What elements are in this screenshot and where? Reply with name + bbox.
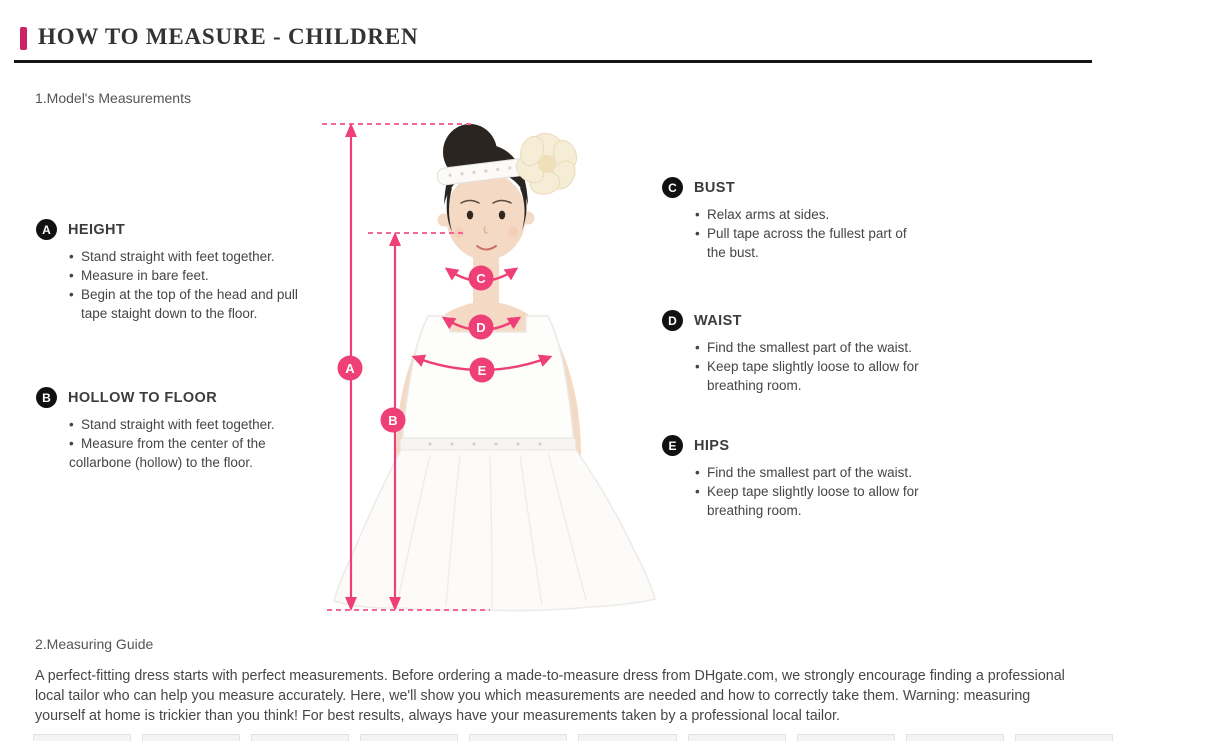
section-label-model-measurements: 1.Model's Measurements [35, 90, 191, 106]
legend-item-waist [662, 310, 919, 395]
size-table-cell [142, 734, 240, 741]
svg-text:B: B [388, 413, 398, 428]
size-table-cell [360, 734, 458, 741]
marker-badge-a [338, 356, 363, 381]
size-table-cell [1015, 734, 1113, 741]
size-table-cell [797, 734, 895, 741]
bullet-line: • Measure from the center of the [68, 434, 275, 453]
bullet-line-continuation: the bust. [707, 245, 759, 260]
legend-title-hips: HIPS [694, 437, 730, 454]
legend-item-bust [662, 177, 907, 262]
bullet-line: • Find the smallest part of the waist. [694, 338, 919, 357]
size-table-cell [578, 734, 676, 741]
bullet-line: • Begin at the top of the head and pull [68, 285, 298, 304]
svg-text:C: C [476, 271, 486, 286]
legend-item-hips [662, 435, 919, 520]
letter-badge-c: C [662, 177, 683, 198]
letter-badge-e: E [662, 435, 683, 456]
bullet-line: • Stand straight with feet together. [68, 415, 275, 434]
bullet-line-continuation: breathing room. [707, 503, 802, 518]
bullet-line-continuation: breathing room. [707, 378, 802, 393]
bullet-line: • Stand straight with feet together. [68, 247, 298, 266]
marker-badge-c [469, 266, 494, 291]
bullet-line: • Keep tape slightly loose to allow for [694, 482, 919, 501]
letter-badge-b: B [36, 387, 57, 408]
legend-title-height: HEIGHT [68, 221, 126, 238]
letter-badge-a: A [36, 219, 57, 240]
legend-title-waist: WAIST [694, 312, 742, 329]
marker-badge-b [381, 408, 406, 433]
svg-text:E: E [477, 363, 487, 378]
size-table-cell [469, 734, 567, 741]
bullet-line: • Relax arms at sides. [694, 205, 907, 224]
marker-badge-d [469, 315, 494, 340]
measuring-guide-paragraph: A perfect-fitting dress starts with perfect measurements. Before ordering a made-to-measure dress from DHgate.com, we strongly encourage finding a professional local tailor who can help you measure accurately. Here, we'll show you which measurements are needed and how to correctly take them. Warning: measuring yourself at home is trickier than you think! For best results, always have your measurements taken by a professional local tailor. [35, 668, 1065, 724]
bullet-line: • Find the smallest part of the waist. [694, 463, 919, 482]
title-accent-bar [20, 27, 27, 50]
legend-item-height [36, 219, 298, 323]
bullet-line-continuation: tape staight down to the floor. [81, 306, 258, 321]
letter-badge-d: D [662, 310, 683, 331]
bullet-line: • Pull tape across the fullest part of [694, 224, 907, 243]
size-table-cell [906, 734, 1004, 741]
section-label-measuring-guide: 2.Measuring Guide [35, 636, 154, 652]
bullet-line: • Keep tape slightly loose to allow for [694, 357, 919, 376]
size-table-cell [33, 734, 131, 741]
svg-text:D: D [476, 320, 486, 335]
marker-badge-e [470, 358, 495, 383]
size-table-cell [688, 734, 786, 741]
size-table-cell [251, 734, 349, 741]
title-divider [14, 60, 1092, 63]
child-model-illustration [334, 124, 655, 611]
bullet-line: • Measure in bare feet. [68, 266, 298, 285]
measurement-diagram [290, 110, 680, 625]
svg-text:A: A [345, 361, 355, 376]
page-title: HOW TO MEASURE - CHILDREN [38, 24, 419, 49]
bullet-line-continuation: collarbone (hollow) to the floor. [69, 455, 253, 470]
legend-title-bust: BUST [694, 179, 736, 196]
legend-title-hollow-to-floor: HOLLOW TO FLOOR [68, 389, 218, 406]
legend-item-hollow-to-floor [36, 387, 275, 472]
size-table-partial-row [33, 734, 1113, 741]
